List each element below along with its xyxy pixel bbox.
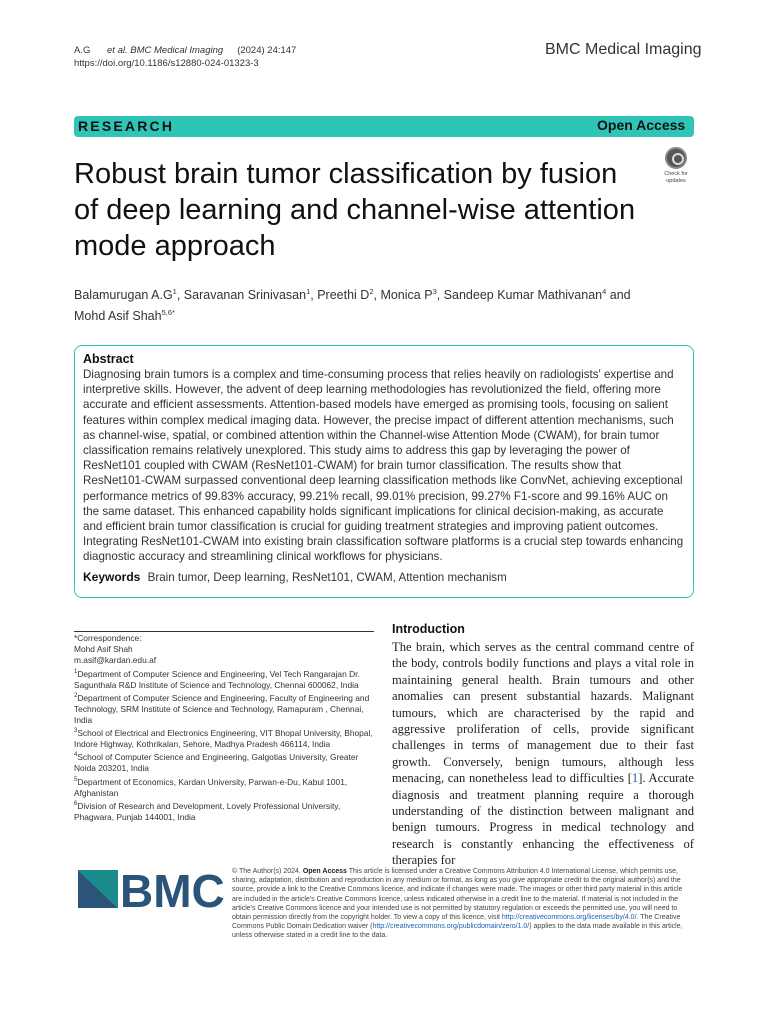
affiliation-item: $^5$Department of Economics, Kardan University, Parwan-e-Du, Kabul 1001, Afghanistan bbox=[74, 776, 348, 798]
author-name: , Sandeep Kumar Mathivanan bbox=[436, 288, 603, 303]
author-name: , Monica P bbox=[373, 288, 433, 303]
introduction-heading: Introduction bbox=[392, 622, 465, 636]
abstract-box bbox=[74, 345, 694, 598]
license-link[interactable]: http://creativecommons.org/licenses/by/4.0/ bbox=[501, 914, 637, 922]
author-name: Balamurugan A.G bbox=[74, 288, 173, 303]
affiliation-item: $^6$Division of Research and Development, Lovely Professional University, Phagwara, Punjab 144001, India bbox=[74, 800, 341, 822]
correspondence-label: *Correspondence: bbox=[74, 633, 142, 643]
pd-waiver-link[interactable]: http://creativecommons.org/publicdomain/zero/1.0/ bbox=[372, 923, 530, 931]
check-for-updates-badge[interactable] bbox=[658, 145, 694, 185]
open-access-label: Open Access bbox=[597, 117, 686, 133]
author-name: and Mohd Asif Shah bbox=[74, 288, 631, 324]
author-affil-sup: 1 bbox=[306, 287, 311, 296]
correspondence-name: Mohd Asif Shah bbox=[74, 644, 133, 655]
keywords-line bbox=[83, 570, 685, 584]
author-affil-sup: 5,6* bbox=[161, 308, 175, 318]
author-list bbox=[74, 283, 634, 325]
open-access-bold: Open Access bbox=[302, 868, 347, 875]
keywords-label: Keywords bbox=[83, 569, 141, 584]
abstract-heading: Abstract bbox=[83, 352, 134, 366]
affiliation-item: $^3$School of Electrical and Electronics Engineering, VIT Bhopal University, Bhopal, Indore Highway, Kothrikalan, Sehore, Madhya Pradesh 466114, India bbox=[74, 728, 373, 750]
affiliation-item: $^2$Department of Computer Science and Engineering, Faculty of Engineering and Technology, SRM Institute of Science and Technology, Ramapuram , Chennai, India bbox=[74, 692, 370, 726]
journal-name: BMC Medical Imaging bbox=[545, 41, 702, 58]
footnote-divider bbox=[74, 631, 374, 632]
author-name: , Preethi D bbox=[310, 288, 370, 303]
author-affil-sup: 2 bbox=[369, 287, 374, 296]
citation-header bbox=[74, 44, 310, 70]
article-title: Robust brain tumor classification by fusion of deep learning and channel-wise attention mode approach bbox=[74, 158, 636, 262]
badge-text: Check for updates bbox=[664, 171, 688, 184]
bmc-logo-text: BMC bbox=[120, 865, 225, 917]
affiliation-item: $^1$Department of Computer Science and Engineering, Vel Tech Rangarajan Dr. Sagunthala R&D Institute of Science and Technology, Chennai 600062, India bbox=[74, 668, 360, 690]
section-label: RESEARCH bbox=[78, 118, 175, 134]
affiliations bbox=[74, 633, 374, 823]
introduction-text: The brain, which serves as the central command centre of the body, controls bodily functions and plays a vital role in maintaining general health. Brain tumours and other anomalies can present substantial hazards. Malignant tumours, which are characterised by the rapid and aggressive proliferation of cells, provide significant challenges in terms of management due to their fast growth. Conversely, benign tumours, although less menacing, can nonetheless lead to difficulties [1]. Accurate diagnosis and treatment planning require a thorough understanding of the distinction between malignant and benign tumours. Progress in medical technology and research is constantly enhancing the effectiveness of therapies for bbox=[392, 640, 694, 868]
keywords-text: Brain tumor, Deep learning, ResNet101, CWAM, Attention mechanism bbox=[147, 570, 507, 584]
citation-authors: A.G bbox=[74, 45, 91, 56]
check-updates-icon bbox=[665, 147, 687, 169]
bmc-logo bbox=[78, 865, 225, 917]
doi-link[interactable]: https://doi.org/10.1186/s12880-024-01323-3 bbox=[74, 58, 259, 69]
author-affil-sup: 3 bbox=[432, 287, 437, 296]
correspondence-email[interactable]: m.asif@kardan.edu.af bbox=[74, 655, 157, 666]
bmc-logo-mark-icon bbox=[78, 870, 118, 908]
citation-year: (2024) 24:147 bbox=[237, 45, 297, 56]
author-name: , Saravanan Srinivasan bbox=[176, 288, 307, 303]
citation-link[interactable]: 1 bbox=[631, 771, 639, 786]
author-affil-sup: 1 bbox=[172, 287, 177, 296]
introduction-section bbox=[392, 622, 694, 869]
affiliation-item: $^4$School of Computer Science and Engineering, Galgotias University, Greater Noida 203201, India bbox=[74, 752, 359, 774]
abstract-text: Diagnosing brain tumors is a complex and time-consuming process that relies heavily on radiologists' expertise and interpretive skills. However, the advent of deep learning methodologies has revolutionized the field, offering more accurate and efficient assessments. Attention-based models have emerged as promising tools, focusing on salient features within complex medical imaging data. However, the precise impact of different attention mechanisms, such as channel-wise, spatial, or combined attention within the Channel-wise Attention Mode (CWAM), for brain tumor classification remains relatively unexplored. This study aims to address this gap by leveraging the power of ResNet101 coupled with CWAM (ResNet101-CWAM) for brain tumor classification. The results show that ResNet101-CWAM surpassed conventional deep learning classification methods like ConvNet, achieving exceptional performance metrics of 99.83% accuracy, 99.21% recall, 99.01% precision, 99.27% F1-score and 99.16% AUC on the same dataset. This enhanced capability holds significant implications for clinical decision-making, as accurate and efficient brain tumor classification is crucial for guiding treatment strategies and improving patient outcomes. Integrating ResNet101-CWAM into existing brain classification software platforms is a crucial step towards enhancing diagnostic accuracy and streamlining clinical workflows for physicians. bbox=[83, 368, 684, 564]
citation-journal: et al. BMC Medical Imaging bbox=[107, 45, 224, 56]
author-affil-sup: 4 bbox=[602, 287, 607, 296]
license-text: © The Author(s) 2024. Open Access This article is licensed under a Creative Commons Attribution 4.0 International License, which permits use, sharing, adaptation, distribution and reproduction in any medium or format, as long as you give appropriate credit to the original author(s) and the source, provide a link to the Creative Commons licence, and indicate if changes were made. The images or other third party material in this article are included in the article's Creative Commons licence, unless indicated otherwise in a credit line to the material. If material is not included in the article's Creative Commons licence and your intended use is not permitted by statutory regulation or exceeds the permitted use, you will need to obtain permission directly from the copyright holder. To view a copy of this licence, visit http://creativecommons.org/licenses/by/4.0/. The Creative Commons Public Domain Dedication waiver (http://creativecommons.org/publicdomain/zero/1.0/) applies to the data made available in this article, unless otherwise stated in a credit line to the data. bbox=[232, 868, 683, 940]
